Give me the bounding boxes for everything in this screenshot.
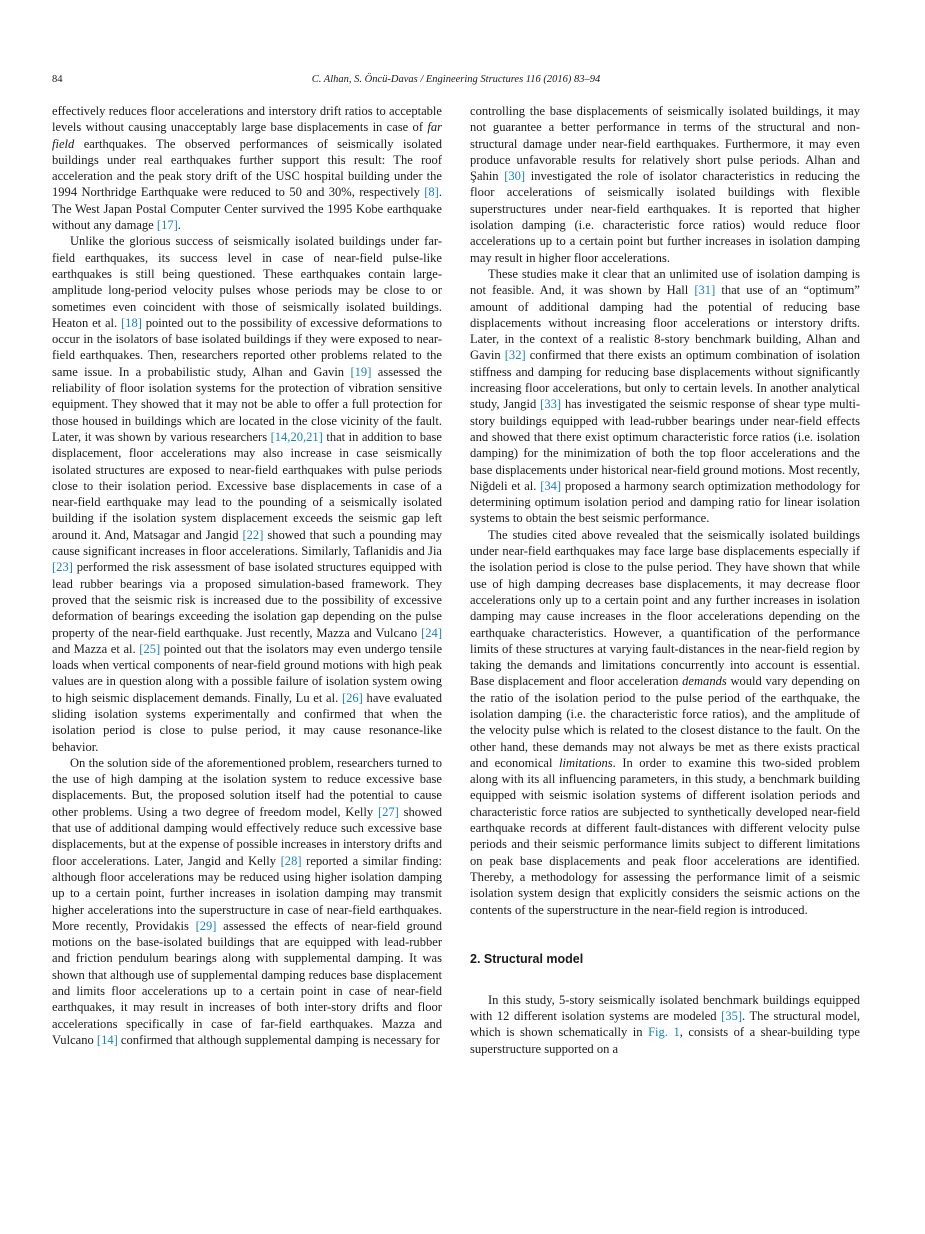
citation-link[interactable]: [27] xyxy=(377,804,399,819)
citation-link[interactable]: [26] xyxy=(341,690,363,705)
citation-link[interactable]: [17] xyxy=(156,218,178,233)
citation-link[interactable]: [33] xyxy=(540,397,562,412)
citation-link[interactable]: [28] xyxy=(280,853,302,868)
paragraph: The studies cited above revealed that the seismically isolated buildings under near-field earthquakes may face large base displacements especially if the isolation period is close to the pulse period. They have shown that while use of high damping decreases base displacements, it may decrease floor accelerations only up to a certain point and any further increases in isolation damping may cause increases in the floor accelerations depending on the earthquake characteristics. However, a quantification of the performance limits of these structures at varying fault-distances in the near-field region by taking the demands and limitations concurrently into account is essential. Base displacement and floor acceleration demands would vary depending on the ratio of the isolation period to the pulse period of the earthquake, the isolation damping (i.e. the characteristic force ratios), and the amplitude of the velocity pulse which is related to the closest distance to the fault. On the other hand, these demands may not always be met as there exists practical and economical limitations. In order to examine this two-sided problem along with its all influencing parameters, in this study, a benchmark building equipped with seismic isolation systems of different isolation periods and characteristic force ratios are subjected to synthetically developed near-field earthquake records at different fault-distances with different velocity pulse periods and their seismic performance limits subject to different limitations on peak base displacements and peak floor accelerations are identified. Thereby, a methodology for assessing the performance limit of a seismic isolation system design that explicitly considers the seismic actions on the contents of the superstructure in the near-field region is introduced. xyxy=(470,527,861,917)
citation-link[interactable]: [8] xyxy=(424,185,439,200)
citation-link[interactable]: [18] xyxy=(121,315,142,330)
citation-link[interactable]: [23] xyxy=(52,560,73,575)
citation-link[interactable]: [34] xyxy=(540,478,562,493)
running-title: C. Alhan, S. Öncü-Davas / Engineering Structures 116 (2016) 83–94 xyxy=(311,74,601,85)
citation-link[interactable]: [30] xyxy=(504,169,526,184)
citation-link[interactable]: [14] xyxy=(96,1032,118,1047)
left-column xyxy=(52,103,442,1048)
page-number: 84 xyxy=(52,74,63,85)
citation-link[interactable]: [25] xyxy=(139,641,161,656)
paragraph: In this study, 5-story seismically isolated benchmark buildings equipped with 12 different isolation systems are modeled [35]. The structural model, which is shown schematically in Fig. 1, consists of a shear-building type superstructure supported on a xyxy=(470,992,860,1056)
paragraph: On the solution side of the aforementioned problem, researchers turned to the use of high damping at the isolation system to reduce excessive base displacements. But, the proposed solution itself had the potential to cause other problems. Using a two degree of freedom model, Kelly [27] showed that use of additional damping would effectively reduce such excessive base displacements, but at the expense of possible increases in interstory drifts and floor accelerations. Later, Jangid and Kelly [28] reported a similar finding: although floor accelerations may be reduced using higher isolation damping up to a certain point, further increases in isolation damping may transmit higher accelerations into the superstructure in case of near-field earthquakes. More recently, Providakis [29] assessed the effects of near-field ground motions on the base-isolated buildings that are equipped with lead-rubber and friction pendulum bearings along with supplemental damping. It was shown that although use of supplemental damping reduces base displacement and limits floor accelerations up to a certain point in case of near-field earthquakes, it may result in increases of both inter-story drifts and floor accelerations specifically in case of far-field earthquakes. Mazza and Vulcano [14] confirmed that although supplemental damping is necessary for xyxy=(52,755,442,1047)
paragraph: controlling the base displacements of seismically isolated buildings, it may not guarantee a better performance in terms of the structural and non-structural damage under near-field earthquakes. Furthermore, it may even produce unfavorable results for relatively short pulse periods. Alhan and Şahin [30] investigated the role of isolator characteristics in reducing the floor accelerations of seismically isolated buildings with flexible superstructures under near-field earthquakes. It is reported that higher isolation damping (i.e. characteristic force ratios) would reduce floor accelerations up to a certain point but further increases in isolation damping may result in higher floor accelerations. xyxy=(470,104,860,265)
paragraph: Unlike the glorious success of seismically isolated buildings under far-field earthquakes, its success level in case of near-field pulse-like earthquakes is still being questioned. These earthquakes contain large-amplitude long-period velocity pulses whose periods may be close to or sometimes even coincident with those of seismically isolated buildings. Heaton et al. [18] pointed out to the possibility of excessive deformations to occur in the isolators of base isolated buildings if they were exposed to near-field earthquakes. Then, researchers reported other problems related to the same issue. In a probabilistic study, Alhan and Gavin [19] assessed the reliability of floor isolation systems for the protection of vibration sensitive equipment. They showed that it may not be able to offer a full protection for those housed in buildings which are located in the close vicinity of the fault. Later, it was shown by various researchers [14,20,21] that in addition to base displacement, floor accelerations may also increase in case seismically isolated structures are exposed to near-field earthquakes with pulse periods close to their isolation period. Excessive base displacements in case of a near-field earthquake may lead to the pounding of a seismically isolated building if the isolation system displacement exceeds the seismic gap left around it. And, Matsagar and Jangid [22] showed that such a pounding may cause significant increases in floor accelerations. Similarly, Taflanidis and Jia [23] performed the risk assessment of base isolated structures equipped with lead rubber bearings via a proposed simulation-based framework. They proved that the seismic risk is increased due to the possibility of excessive deformation of bearings exceeding the isolation gap depending on the pulse property of the near-field earthquake. Just recently, Mazza and Vulcano [24] and Mazza et al. [25] pointed out that the isolators may even undergo tensile loads when vertical components of near-field ground motions with high peak values are in question along with a possible failure of isolation system owing to high seismic displacement demands. Finally, Lu et al. [26] have evaluated sliding isolation systems experimentally and confirmed that when the isolation period is close to pulse period, it may cause resonance-like behavior. xyxy=(52,234,443,754)
citation-link[interactable]: [24] xyxy=(421,625,442,640)
citation-link[interactable]: [31] xyxy=(694,283,716,298)
citation-link[interactable]: [14,20,21] xyxy=(270,429,323,444)
figure-link[interactable]: Fig. 1 xyxy=(648,1025,680,1040)
citation-link[interactable]: [35] xyxy=(721,1009,743,1024)
citation-link[interactable]: [32] xyxy=(504,348,526,363)
paragraph: effectively reduces floor accelerations and interstory drift ratios to acceptable levels without causing unacceptably large base displacements in case of far field earthquakes. The observed performances of seismically isolated buildings under real earthquakes further support this result: The roof acceleration and the peak story drift of the USC hospital building under the 1994 Northridge Earthquake were reduced to 50 and 30%, respectively [8]. The West Japan Postal Computer Center survived the 1995 Kobe earthquake without any damage [17]. xyxy=(52,104,442,233)
citation-link[interactable]: [22] xyxy=(242,527,264,542)
citation-link[interactable]: [29] xyxy=(195,918,217,933)
page-header xyxy=(52,72,860,88)
section-heading: 2. Structural model xyxy=(470,951,584,966)
right-column xyxy=(470,103,860,1057)
citation-link[interactable]: [19] xyxy=(350,364,372,379)
paragraph: These studies make it clear that an unlimited use of isolation damping is not feasible. And, it was shown by Hall [31] that use of an “optimum” amount of additional damping had the potential of reducing base displacements without increasing floor accelerations or interstory drifts. Later, in the context of a realistic 8-story benchmark building, Alhan and Gavin [32] confirmed that there exists an optimum combination of isolation stiffness and damping for reducing base displacements without significantly increasing floor accelerations, but only to certain levels. In another analytical study, Jangid [33] has investigated the seismic response of shear type multi-story buildings equipped with lead-rubber bearings under near-field effects and showed that there exist optimum characteristic force ratios (i.e. isolation damping) for the minimization of both the top floor accelerations and the base displacements under historical near-field ground motions. Most recently, Niğdeli et al. [34] proposed a harmony search optimization methodology for determining optimum isolation period and damping ratio for linear isolation systems to obtain the best seismic performance. xyxy=(470,266,860,526)
